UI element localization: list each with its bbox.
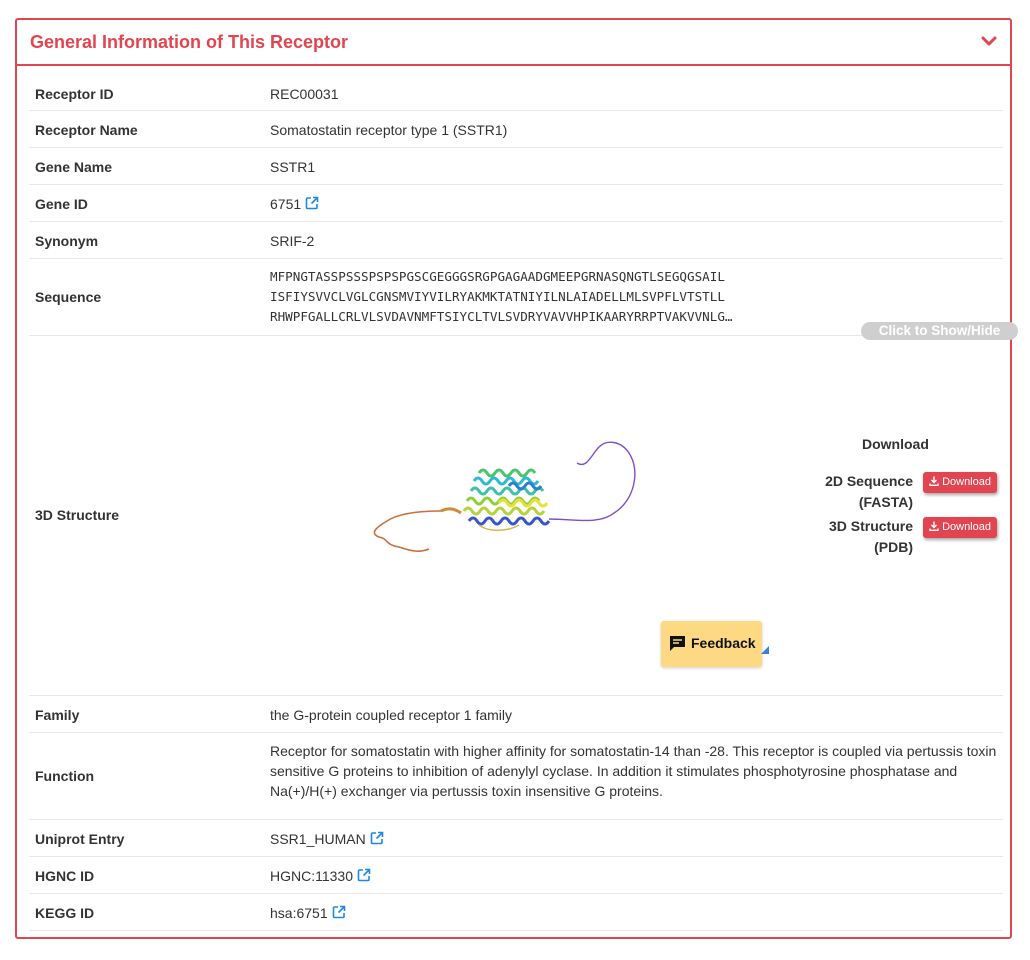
uniprot-link[interactable]: SSR1_HUMAN (270, 831, 366, 847)
value-gene-id (270, 196, 319, 212)
label-function: Function (35, 768, 95, 784)
external-link-icon[interactable] (370, 831, 384, 845)
row-uniprot (29, 820, 1003, 857)
protein-structure-image[interactable] (359, 441, 639, 571)
panel-header[interactable] (17, 20, 1010, 66)
feedback-label: Feedback (691, 635, 756, 651)
row-family (29, 696, 1003, 733)
label-receptor-name: Receptor Name (35, 122, 138, 138)
hgnc-link[interactable]: HGNC:11330 (270, 868, 354, 884)
download-fasta-button[interactable] (923, 472, 997, 493)
value-receptor-id: REC00031 (270, 86, 339, 102)
download-heading: Download (862, 436, 929, 452)
row-3d-structure (29, 336, 1003, 696)
pdb-label (809, 516, 913, 558)
resize-handle-icon (761, 646, 769, 654)
gene-id-link[interactable]: 6751 (270, 196, 302, 212)
download-fasta-label: Download (942, 476, 991, 488)
label-synonym: Synonym (35, 233, 99, 249)
label-hgnc: HGNC ID (35, 868, 95, 884)
value-synonym: SRIF-2 (270, 233, 315, 249)
value-hgnc (270, 868, 371, 884)
value-function: Receptor for somatostatin with higher affinity for somatostatin-14 than -28. This receptor is coupled via pertussis toxin sensitive G proteins to inhibition of adenylyl cyclase. In addition it stimulates phosphotyrosine phosphatase and Na(+)/H(+) exchanger via pertussis toxin insensitive G proteins. (270, 743, 997, 799)
external-link-icon[interactable] (305, 196, 319, 210)
value-receptor-name: Somatostatin receptor type 1 (SSTR1) (270, 122, 508, 138)
label-sequence: Sequence (35, 289, 102, 305)
label-kegg: KEGG ID (35, 905, 95, 921)
value-gene-name: SSTR1 (270, 159, 316, 175)
label-3d-structure: 3D Structure (35, 507, 120, 523)
sequence-line: ISFIYSVVCLVGLCGNSMVIYVILRYAKMKTATNIYILNLAIADELLMLSVPFLVTSTLL (270, 289, 725, 304)
value-family: the G-protein coupled receptor 1 family (270, 707, 513, 723)
panel-title: General Information of This Receptor (30, 32, 349, 52)
download-pdb-label: Download (942, 521, 991, 533)
row-synonym (29, 222, 1003, 259)
download-pdb-button[interactable] (923, 517, 997, 538)
row-gene-name (29, 148, 1003, 185)
kegg-link[interactable]: hsa:6751 (270, 905, 328, 921)
sequence-text (270, 267, 733, 327)
row-kegg (29, 894, 1003, 931)
fasta-label (809, 471, 913, 513)
chevron-down-icon[interactable] (980, 32, 998, 50)
label-uniprot: Uniprot Entry (35, 831, 125, 847)
sequence-line: RHWPFGALLCRLVLSVDAVNMFTSIYCLTVLSVDRYVAVVHPIKAARYRRPTVAKVVNLG… (270, 309, 733, 324)
label-gene-id: Gene ID (35, 196, 88, 212)
label-family: Family (35, 707, 80, 723)
row-function (29, 733, 1003, 820)
row-receptor-id (29, 73, 1003, 111)
fasta-label-line1: 2D Sequence (825, 473, 913, 489)
pdb-label-line1: 3D Structure (828, 518, 913, 534)
comment-icon (668, 634, 687, 653)
external-link-icon[interactable] (332, 905, 346, 919)
feedback-button[interactable] (661, 621, 762, 667)
value-kegg (270, 905, 346, 921)
row-sequence (29, 259, 1003, 336)
label-receptor-id: Receptor ID (35, 86, 114, 102)
row-receptor-name (29, 111, 1003, 148)
pdb-label-line2: (PDB) (874, 539, 913, 555)
info-panel (15, 18, 1012, 939)
sequence-line: MFPNGTASSPSSSPSPSPGSCGEGGGSRGPGAGAADGMEEPGRNASQNGTLSEGQGSAIL (270, 269, 725, 284)
value-uniprot (270, 831, 384, 847)
fasta-label-line2: (FASTA) (858, 494, 913, 510)
row-gene-id (29, 185, 1003, 222)
show-hide-toggle-button[interactable]: Click to Show/Hide (861, 322, 1018, 340)
external-link-icon[interactable] (357, 868, 371, 882)
row-hgnc (29, 857, 1003, 894)
download-icon (929, 521, 939, 531)
label-gene-name: Gene Name (35, 159, 113, 175)
download-icon (929, 476, 939, 486)
